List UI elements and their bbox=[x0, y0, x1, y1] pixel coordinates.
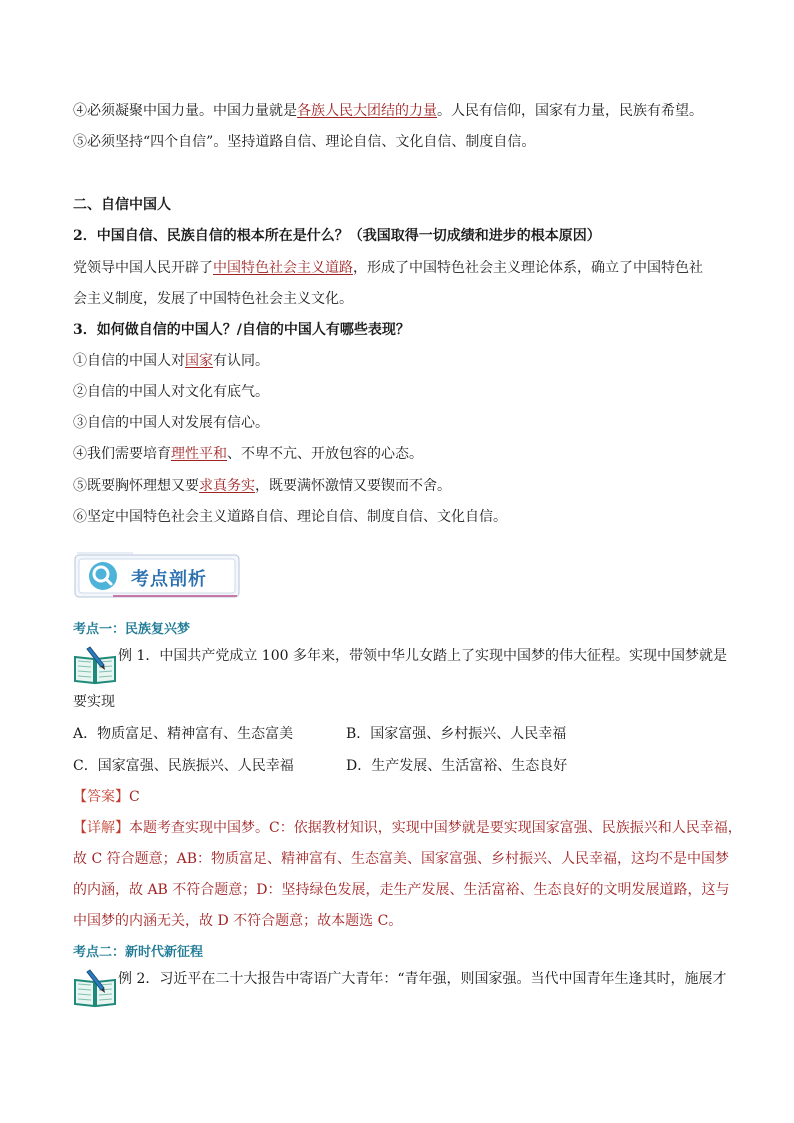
answer-2-post: ，形成了中国特色社会主义理论体系，确立了中国特色社 bbox=[353, 260, 703, 276]
answer-2-line1 bbox=[73, 258, 703, 278]
option-d[interactable]: D．生产发展、生活富裕、生态良好 bbox=[346, 758, 568, 774]
point-1-pre: ①自信的中国人对 bbox=[73, 353, 185, 369]
point-5b-pre: ⑤既要胸怀理想又要 bbox=[73, 478, 199, 494]
detail-label: 【详解】 bbox=[73, 820, 129, 836]
point-4b bbox=[73, 444, 423, 464]
point-5b-key-term: 求真务实 bbox=[199, 478, 255, 494]
answer-2-pre: 党领导中国人民开辟了 bbox=[73, 260, 213, 276]
section-heading: 二、自信中国人 bbox=[73, 197, 171, 213]
detail-line2: 故 C 符合题意；AB：物质富足、精神富有、生态富美、国家富强、乡村振兴、人民幸福，这均不是中国梦 bbox=[73, 851, 730, 867]
banner-title: 考点剖析 bbox=[131, 569, 207, 590]
point-4-pre: ④必须凝聚中国力量。中国力量就是 bbox=[73, 103, 297, 119]
point-3: ③自信的中国人对发展有信心。 bbox=[73, 415, 269, 431]
point-6: ⑥坚定中国特色社会主义道路自信、理论自信、制度自信、文化自信。 bbox=[73, 509, 507, 525]
answer-line bbox=[73, 787, 140, 807]
question-2: 2．中国自信、民族自信的根本所在是什么？（我国取得一切成绩和进步的根本原因） bbox=[73, 228, 601, 244]
answer-value: C bbox=[129, 789, 140, 805]
point-5b bbox=[73, 476, 451, 496]
detail-text-1: 本题考查实现中国梦。C：依据教材知识，实现中国梦就是要实现国家富强、民族振兴和人民幸福， bbox=[129, 820, 742, 836]
book-icon bbox=[72, 968, 118, 1008]
answer-2-line2: 会主义制度，发展了中国特色社会主义文化。 bbox=[73, 291, 353, 307]
point-5: ⑤必须坚持“四个自信”。坚持道路自信、理论自信、文化自信、制度自信。 bbox=[73, 134, 536, 150]
detail-line4: 中国梦的内涵无关，故 D 不符合题意；故本题选 C。 bbox=[73, 913, 403, 929]
question-3: 3．如何做自信的中国人？/自信的中国人有哪些表现？ bbox=[73, 322, 410, 338]
point-4-key-term: 各族人民大团结的力量 bbox=[297, 103, 437, 119]
point-4b-post: 、不卑不亢、开放包容的心态。 bbox=[227, 446, 423, 462]
point-1-key-term: 国家 bbox=[185, 353, 213, 369]
point-2: ②自信的中国人对文化有底气。 bbox=[73, 384, 269, 400]
point-4 bbox=[73, 101, 703, 121]
kaodian1-heading: 考点一：民族复兴梦 bbox=[73, 622, 191, 637]
option-b[interactable]: B．国家富强、乡村振兴、人民幸福 bbox=[346, 726, 567, 742]
example-1-question-line2: 要实现 bbox=[73, 694, 115, 710]
point-5b-post: ，既要满怀激情又要锲而不舍。 bbox=[255, 478, 451, 494]
answer-2-key-term: 中国特色社会主义道路 bbox=[213, 260, 353, 276]
point-4b-key-term: 理性平和 bbox=[171, 446, 227, 462]
kaodian2-heading: 考点二：新时代新征程 bbox=[73, 945, 204, 960]
book-icon bbox=[72, 645, 118, 685]
kaodian-banner bbox=[73, 551, 241, 601]
point-1 bbox=[73, 351, 269, 371]
point-4-post: 。人民有信仰，国家有力量，民族有希望。 bbox=[437, 103, 703, 119]
point-1-post: 有认同。 bbox=[213, 353, 269, 369]
option-c[interactable]: C．国家富强、民族振兴、人民幸福 bbox=[73, 758, 294, 774]
example-2-question-line1: 例 2．习近平在二十大报告中寄语广大青年：“青年强，则国家强。当代中国青年生逢其时，施展才 bbox=[118, 971, 727, 987]
detail-line3: 的内涵，故 AB 不符合题意；D：坚持绿色发展，走生产发展、生活富裕、生态良好的文明发展道路，这与 bbox=[73, 882, 730, 898]
detail-line1 bbox=[73, 818, 742, 838]
answer-label: 【答案】 bbox=[73, 789, 129, 805]
example-1-question-line1: 例 1．中国共产党成立 100 多年来，带领中华儿女踏上了实现中国梦的伟大征程。实现中国梦就是 bbox=[118, 648, 727, 664]
option-a[interactable]: A．物质富足、精神富有、生态富美 bbox=[73, 726, 294, 742]
point-4b-pre: ④我们需要培育 bbox=[73, 446, 171, 462]
